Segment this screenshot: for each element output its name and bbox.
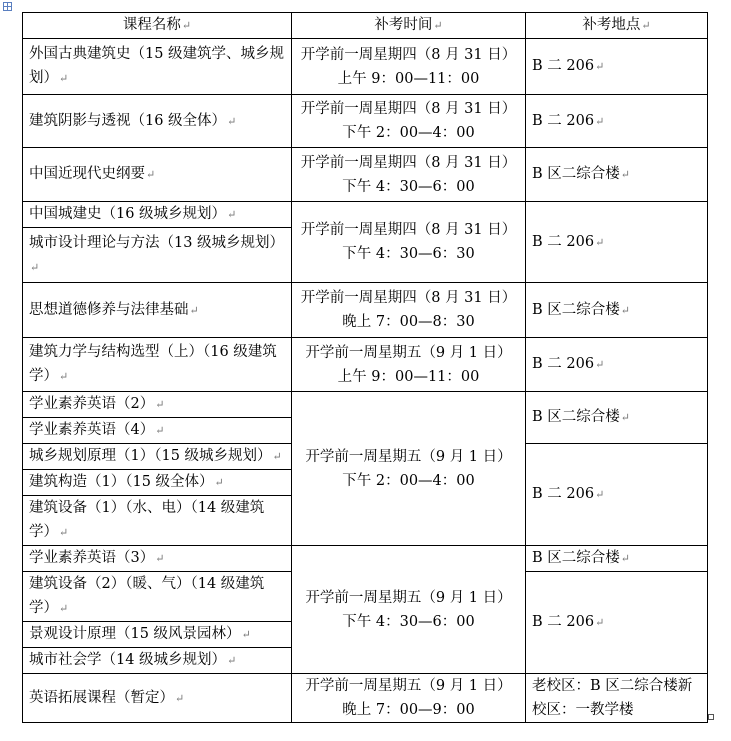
time-cell: 开学前一周星期五（9 月 1 日） 晚上 7：00—9：00 [292, 674, 526, 723]
place-cell: B 二 206↵ [526, 338, 708, 392]
course-cell: 学业素养英语（4）↵ [23, 418, 292, 444]
header-course-name: 课程名称↵ [23, 13, 292, 39]
course-cell: 建筑设备（1）（水、电）（14 级建筑学）↵ [23, 496, 292, 546]
time-cell: 开学前一周星期四（8 月 31 日） 下午 4：30—6：30 [292, 202, 526, 283]
place-cell: B 区二综合楼↵ [526, 546, 708, 572]
course-cell: 中国城建史（16 级城乡规划）↵ [23, 202, 292, 228]
time-cell: 开学前一周星期四（8 月 31 日） 下午 2：00—4：00 [292, 95, 526, 148]
place-cell: B 区二综合楼↵ [526, 283, 708, 338]
header-exam-time: 补考时间↵ [292, 13, 526, 39]
table-row [23, 148, 708, 202]
place-cell: B 二 206↵ [526, 202, 708, 283]
place-cell: B 二 206↵ [526, 95, 708, 148]
course-cell: 思想道德修养与法律基础↵ [23, 283, 292, 338]
makeup-exam-schedule-table [22, 12, 708, 723]
course-cell: 建筑设备（2）（暖、气）（14 级建筑学）↵ [23, 572, 292, 622]
course-cell: 学业素养英语（3）↵ [23, 546, 292, 572]
time-cell: 开学前一周星期四（8 月 31 日） 下午 4：30—6：00 [292, 148, 526, 202]
table-header-row [23, 13, 708, 39]
course-cell: 建筑构造（1）（15 级全体）↵ [23, 470, 292, 496]
table-move-handle-icon[interactable] [3, 2, 12, 11]
course-cell: 景观设计原理（15 级风景园林）↵ [23, 622, 292, 648]
time-cell: 开学前一周星期五（9 月 1 日） 下午 2：00—4：00 [292, 392, 526, 546]
table-row [23, 95, 708, 148]
table-row [23, 674, 708, 723]
place-cell: B 区二综合楼↵ [526, 148, 708, 202]
table-row [23, 283, 708, 338]
place-cell: B 二 206↵ [526, 572, 708, 674]
course-cell: 学业素养英语（2）↵ [23, 392, 292, 418]
time-cell: 开学前一周星期四（8 月 31 日） 晚上 7：00—8：30 [292, 283, 526, 338]
course-cell: 英语拓展课程（暂定）↵ [23, 674, 292, 723]
course-cell: 中国近现代史纲要↵ [23, 148, 292, 202]
course-cell: 城市设计理论与方法（13 级城乡规划）↵ [23, 228, 292, 283]
table-row [23, 338, 708, 392]
course-cell: 外国古典建筑史（15 级建筑学、城乡规划）↵ [23, 39, 292, 95]
table-resize-handle-icon[interactable] [708, 714, 714, 720]
place-cell: B 区二综合楼↵ [526, 392, 708, 444]
course-cell: 建筑力学与结构选型（上）（16 级建筑学）↵ [23, 338, 292, 392]
table-row [23, 546, 708, 572]
course-cell: 建筑阴影与透视（16 级全体）↵ [23, 95, 292, 148]
time-cell: 开学前一周星期五（9 月 1 日） 上午 9：00—11：00 [292, 338, 526, 392]
course-cell: 城市社会学（14 级城乡规划）↵ [23, 648, 292, 674]
table-row [23, 392, 708, 418]
header-exam-place: 补考地点↵ [526, 13, 708, 39]
time-cell: 开学前一周星期五（9 月 1 日） 下午 4：30—6：00 [292, 546, 526, 674]
course-cell: 城乡规划原理（1）（15 级城乡规划）↵ [23, 444, 292, 470]
time-cell: 开学前一周星期四（8 月 31 日） 上午 9：00—11：00 [292, 39, 526, 95]
table-row [23, 202, 708, 228]
table-row [23, 39, 708, 95]
place-cell: B 二 206↵ [526, 444, 708, 546]
place-cell: B 二 206↵ [526, 39, 708, 95]
place-cell: 老校区：B 区二综合楼新校区：一教学楼 [526, 674, 708, 723]
